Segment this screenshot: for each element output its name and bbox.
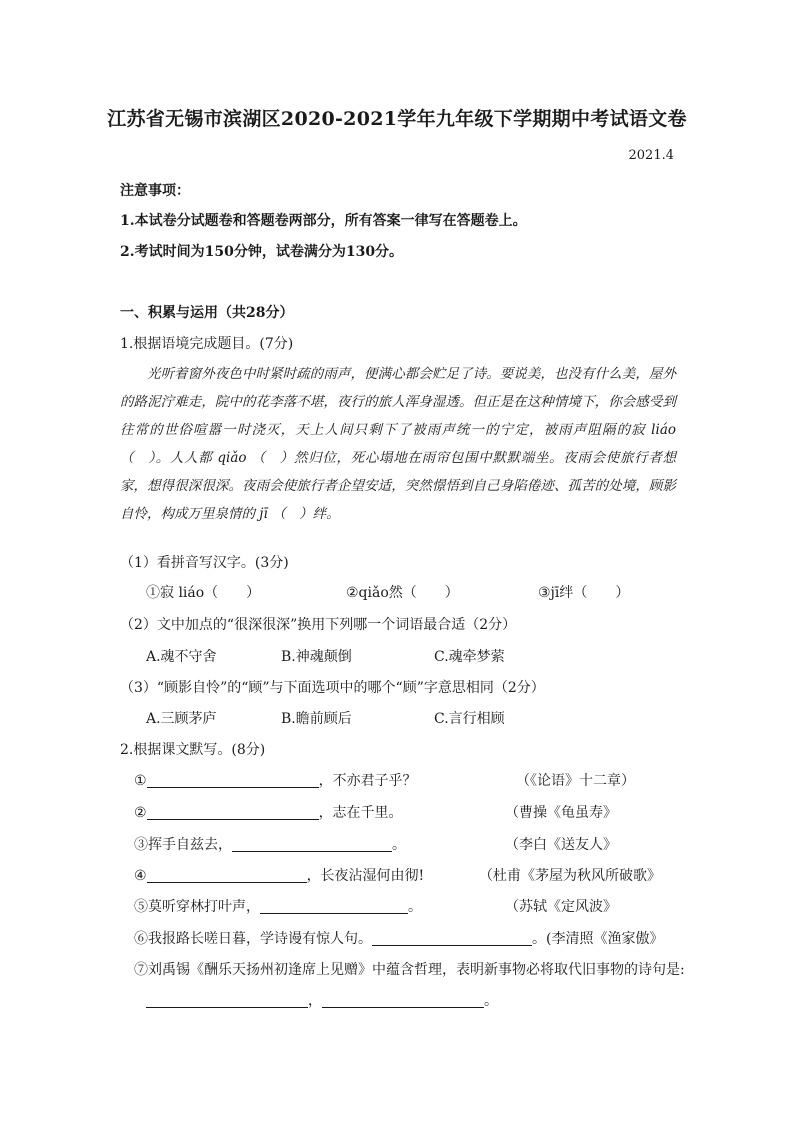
line-2-prefix: ② xyxy=(134,805,147,821)
dictation-line-7-prompt: ⑦刘禹锡《酬乐天扬州初逢席上见赠》中蕴含哲理，表明新事物必将取代旧事物的诗句是: xyxy=(134,962,685,978)
section-heading: 一、积累与运用（共28分） xyxy=(120,305,294,321)
q1-sub2-option-b: B.神魂颠倒 xyxy=(281,649,352,665)
answer-blank-4[interactable] xyxy=(147,866,307,883)
dictation-line-5 xyxy=(134,896,422,916)
dictation-line-2 xyxy=(134,802,403,822)
line-5-prefix: ⑤莫听穿林打叶声， xyxy=(134,899,260,915)
dictation-line-3 xyxy=(134,834,406,854)
line-5-source: （苏轼《定风波》 xyxy=(505,899,617,915)
answer-blank-5[interactable] xyxy=(260,897,408,914)
exam-date: 2021.4 xyxy=(628,148,674,163)
line-7-end: 。 xyxy=(484,993,498,1009)
notes-heading: 注意事项： xyxy=(120,183,190,199)
q1-sub3-option-a: A.三顾茅庐 xyxy=(146,711,217,727)
q1-sub1-heading: （1）看拼音写汉字。(3分) xyxy=(120,555,289,571)
line-3-text: 。 xyxy=(392,837,406,853)
line-2-source: （曹操《龟虽寿》 xyxy=(505,805,617,821)
q1-sub1-item-c: ③jī绊（ ） xyxy=(538,585,630,601)
q1-sub2-option-c: C.魂牵梦萦 xyxy=(434,649,505,665)
dictation-line-6 xyxy=(134,928,663,948)
line-4-source: （杜甫《茅屋为秋风所破歌》 xyxy=(479,868,661,884)
q1-sub3-option-c: C.言行相顾 xyxy=(434,711,505,727)
q1-sub1-item-b: ②qiǎo然（ ） xyxy=(346,585,459,601)
q1-sub3-option-b: B.瞻前顾后 xyxy=(281,711,352,727)
q1-sub2-heading: （2）文中加点的“很深很深”换用下列哪一个词语最合适（2分） xyxy=(120,617,517,633)
note-item-2: 2.考试时间为150分钟，试卷满分为130分。 xyxy=(120,244,404,260)
line-2-text: ，志在千里。 xyxy=(318,805,403,821)
q1-sub3-heading: （3）“顾影自怜”的“顾”与下面选项中的哪个“顾”字意思相同（2分） xyxy=(120,680,545,696)
answer-blank-7a[interactable] xyxy=(146,991,308,1008)
q1-sub2-option-a: A.魂不守舍 xyxy=(146,649,217,665)
answer-blank-3[interactable] xyxy=(232,835,392,852)
answer-blank-6[interactable] xyxy=(372,929,532,946)
line-3-source: （李白《送友人》 xyxy=(505,837,617,853)
line-3-prefix: ③挥手自兹去， xyxy=(134,837,232,853)
question-2-heading: 2.根据课文默写。(8分) xyxy=(120,742,266,758)
dictation-line-7-answers xyxy=(146,990,498,1010)
line-1-source: （《论语》十二章） xyxy=(516,773,635,789)
dictation-line-1 xyxy=(134,770,417,790)
page-title: 江苏省无锡市滨湖区2020-2021学年九年级下学期期中考试语文卷 xyxy=(107,108,687,130)
answer-blank-1[interactable] xyxy=(147,771,319,788)
line-7-separator: ， xyxy=(308,993,322,1009)
answer-blank-2[interactable] xyxy=(147,803,319,820)
answer-blank-7b[interactable] xyxy=(322,991,484,1008)
line-4-text: ，长夜沾湿何由彻! xyxy=(306,868,425,884)
question-1-heading: 1.根据语境完成题目。(7分) xyxy=(120,336,294,352)
note-item-1: 1.本试卷分试题卷和答题卷两部分，所有答案一律写在答题卷上。 xyxy=(120,213,527,229)
line-1-prefix: ① xyxy=(134,773,147,789)
dictation-line-4 xyxy=(134,865,424,885)
line-6-text: 。(李清照《渔家傲》 xyxy=(532,931,664,947)
line-1-text: ，不亦君子乎？ xyxy=(318,773,417,789)
q1-sub1-item-a: ①寂 liáo（ ） xyxy=(146,585,261,601)
line-5-text: 。 xyxy=(408,899,422,915)
reading-passage: 光听着窗外夜色中时紧时疏的雨声，便满心都会贮足了诗。要说美，也没有什么美，屋外的路泥泞难走，院中的花李落不堪，夜行的旅人浑身湿透。但正是在这种情境下，你会感受到往常的世俗喧嚣一时浇灭，天上人间只剩下了被雨声统一的宁定，被雨声阻隔的寂 liáo （ ）。人人都 qiǎo （ ）然归位，死心塌地在雨帘包围中默默端坐。夜雨会使旅行者想家，想得很深很深。夜雨会使旅行者企望安适，突然憬悟到自己身陷倦迹、孤苦的处境，顾影自怜，构成万里泉情的 jī （ ）绊。 xyxy=(120,366,676,522)
line-4-prefix: ④ xyxy=(134,868,147,884)
line-6-prefix: ⑥我报路长嗟日暮，学诗谩有惊人句。 xyxy=(134,931,372,947)
